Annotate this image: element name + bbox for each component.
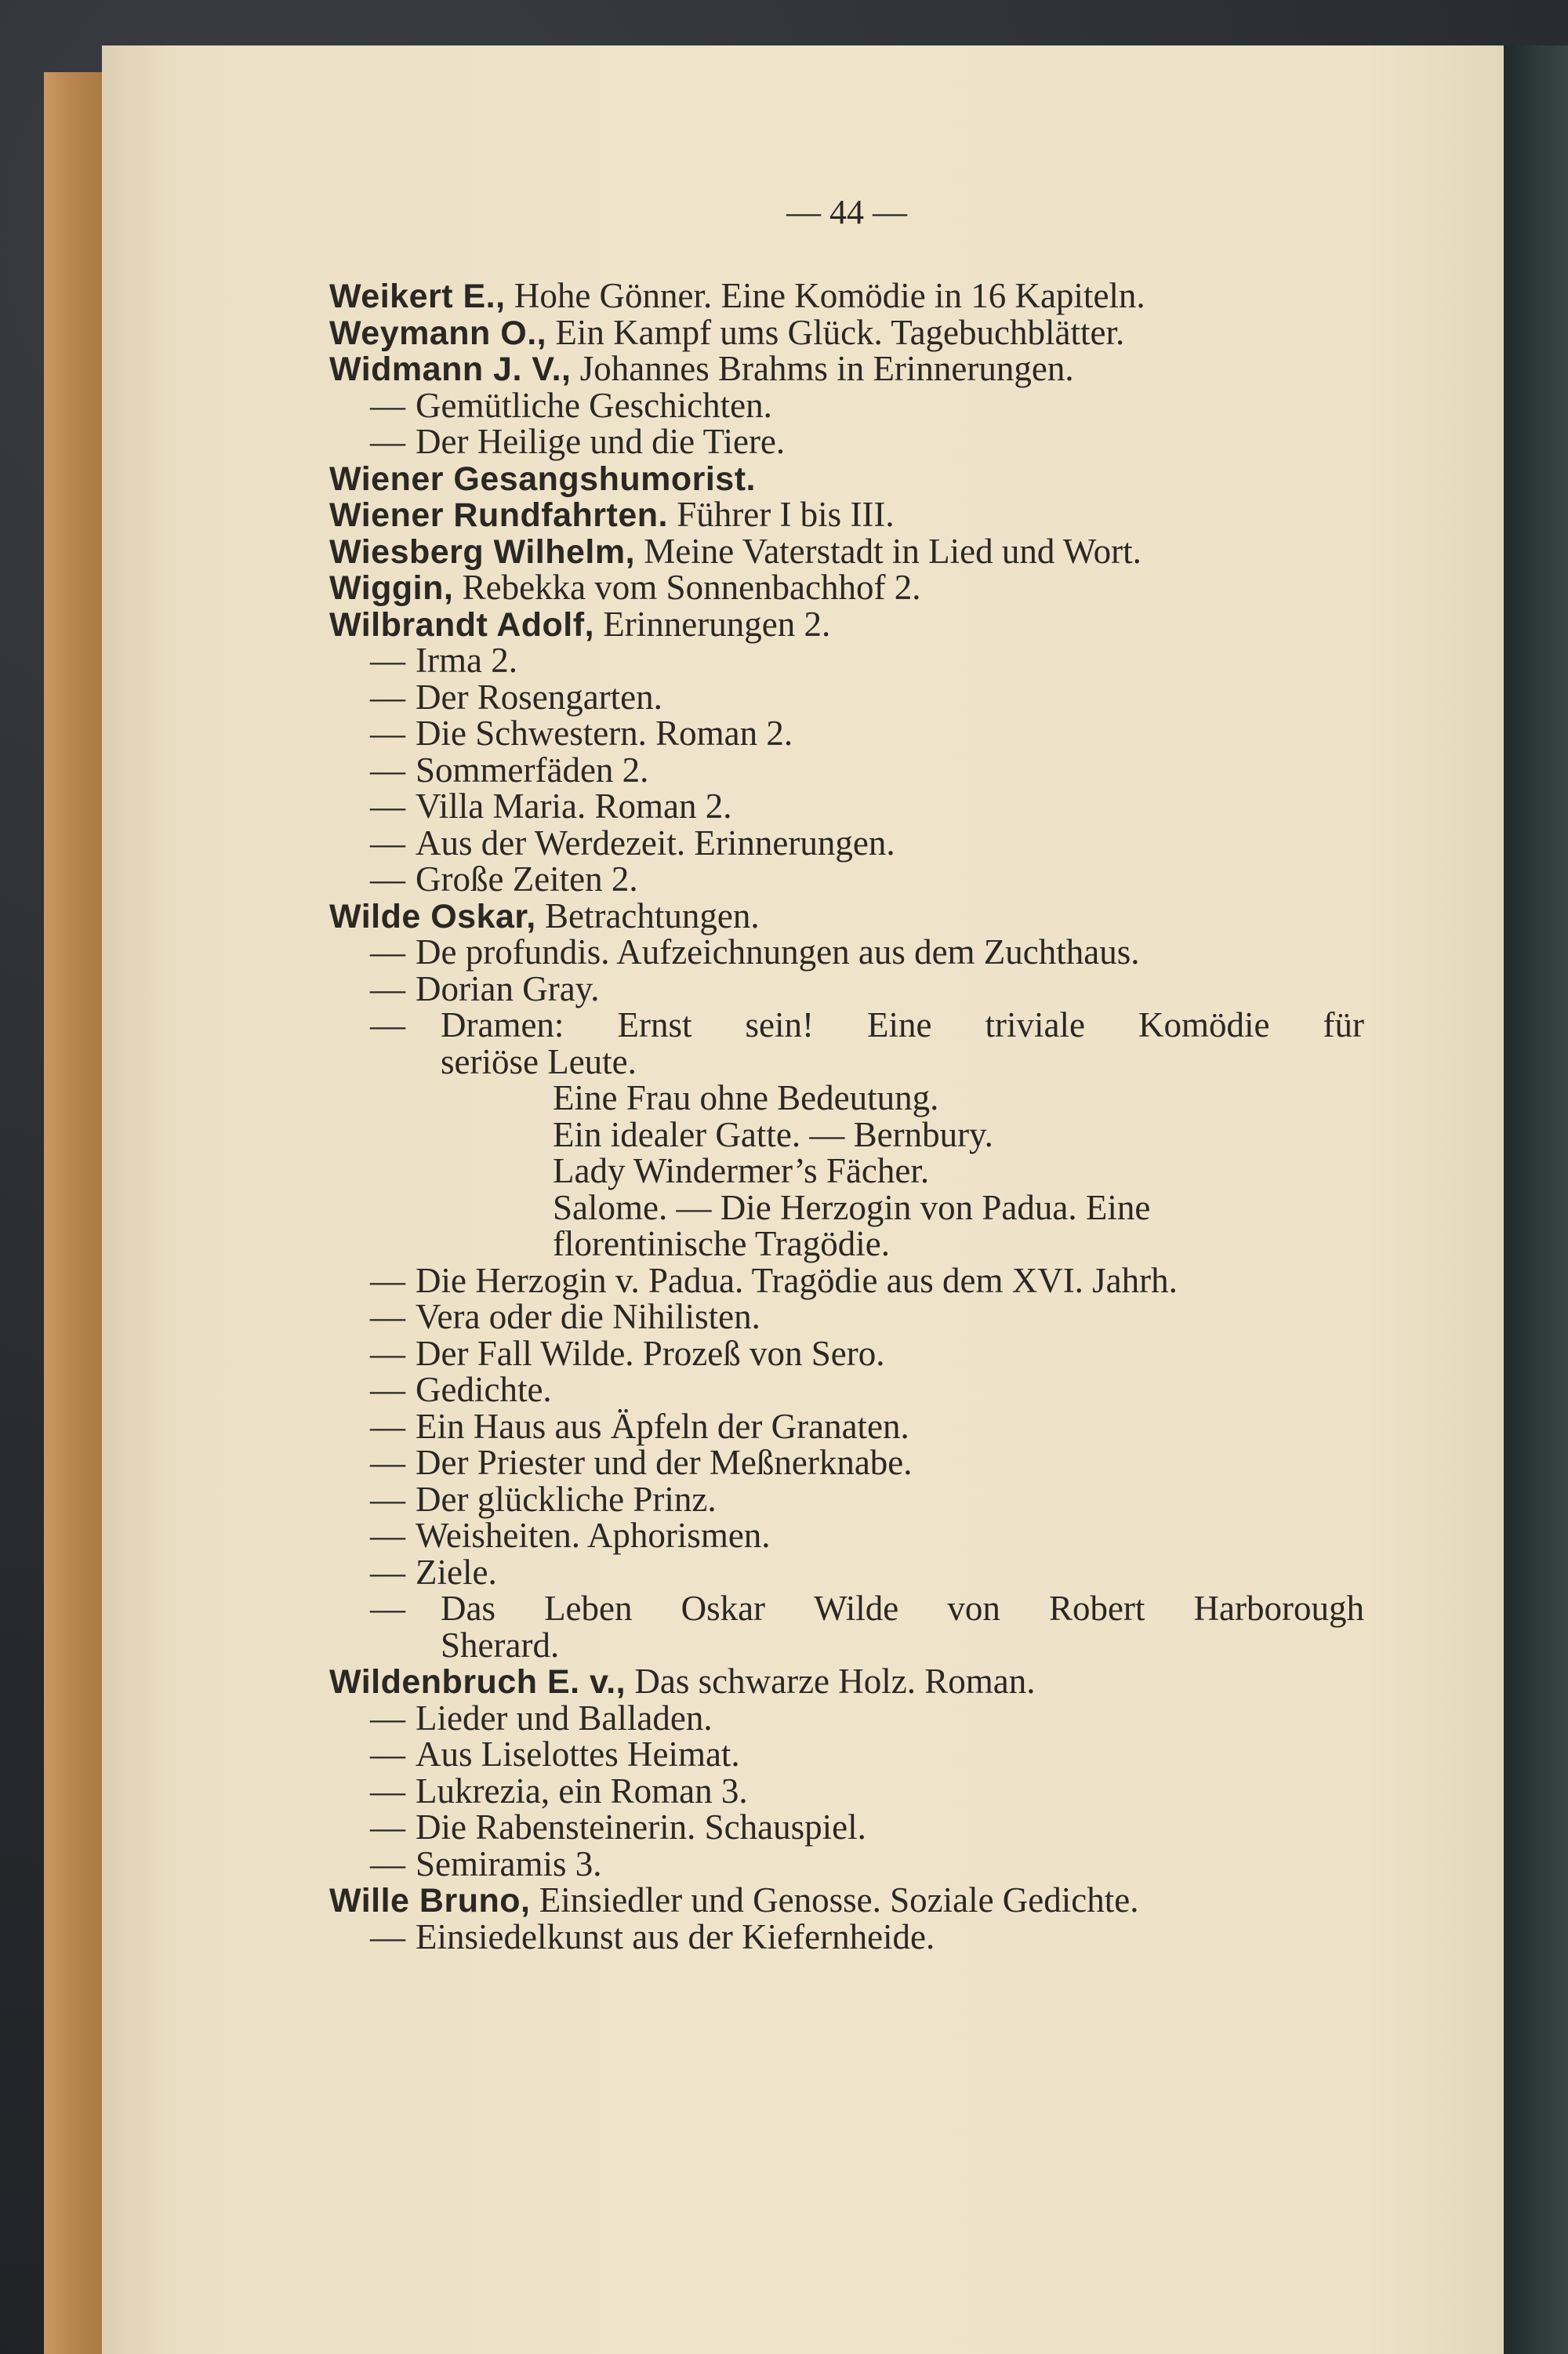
repeat-dash: — (370, 1005, 405, 1044)
title-word: Oskar (681, 1589, 766, 1628)
sub-entry (329, 1408, 1364, 1445)
sub-entry (329, 934, 1364, 971)
author-name: Wille Bruno, (329, 1882, 531, 1920)
entry-title: Große Zeiten 2. (416, 859, 638, 899)
author-entry (329, 895, 1364, 935)
entry-title: Aus der Werdezeit. Erinnerungen. (416, 823, 895, 863)
repeat-dash: — (370, 932, 405, 972)
entry-title: Vera oder die Nihilisten. (416, 1297, 760, 1336)
repeat-dash: — (370, 1516, 405, 1555)
author-entry (329, 569, 1364, 606)
title-word: Komödie (1138, 1005, 1270, 1044)
repeat-dash: — (370, 1771, 405, 1811)
sub-entry (329, 1700, 1364, 1737)
entry-title: Johannes Brahms in Erinnerungen. (571, 349, 1074, 388)
entry-title: Der Priester und der Meßnerknabe. (416, 1443, 913, 1482)
sub-entry (329, 1262, 1364, 1299)
repeat-dash: — (370, 1406, 405, 1446)
repeat-dash: — (370, 859, 405, 899)
entry-title: Ein Kampf ums Glück. Tagebuchblätter. (546, 312, 1125, 352)
entry-title: Ziele. (416, 1552, 497, 1592)
author-name: Wiener Rundfahrten. (329, 496, 668, 534)
author-entry (329, 278, 1364, 314)
sub-entry (329, 1481, 1364, 1518)
catalog-entries (329, 278, 1364, 1955)
entry-title: Gemütliche Geschichten. (416, 385, 772, 425)
author-entry (329, 1882, 1364, 1919)
title-word: Wilde (814, 1589, 899, 1628)
sub-entry (329, 1007, 1364, 1044)
entry-title: Die Schwestern. Roman 2. (416, 714, 793, 753)
repeat-dash: — (370, 823, 405, 863)
repeat-dash: — (370, 1589, 405, 1628)
entry-title: Der Fall Wilde. Prozeß von Sero. (416, 1333, 885, 1373)
repeat-dash: — (370, 1552, 405, 1592)
repeat-dash: — (370, 714, 405, 753)
entry-title: Lieder und Balladen. (416, 1698, 713, 1738)
repeat-dash: — (370, 1260, 405, 1300)
sub-entry (329, 423, 1364, 460)
author-entry (329, 533, 1364, 570)
author-entry (329, 1663, 1364, 1700)
sub-entry (329, 1846, 1364, 1883)
repeat-dash: — (370, 1297, 405, 1336)
entry-title (441, 1007, 1364, 1044)
entry-title: Führer I bis III. (667, 495, 895, 534)
play-title: Salome. — Die Herzogin von Padua. Eine (553, 1187, 1151, 1227)
continuation-line: Sherard. (441, 1625, 560, 1665)
entry-title: Der Heilige und die Tiere. (416, 422, 786, 461)
sub-entry (329, 1736, 1364, 1773)
sub-entry (329, 1773, 1364, 1810)
sub-entry (329, 387, 1364, 424)
author-name: Weikert E., (329, 278, 506, 315)
title-word: Leben (544, 1589, 633, 1628)
sub-entry (329, 861, 1364, 898)
repeat-dash: — (370, 1479, 405, 1519)
entry-title: Erinnerungen 2. (594, 604, 831, 644)
title-word: von (947, 1589, 1000, 1628)
repeat-dash: — (370, 1735, 405, 1774)
sub-entry (329, 752, 1364, 789)
entry-title: Einsiedler und Genosse. Soziale Gedichte. (530, 1880, 1139, 1920)
entry-title: Gedichte. (416, 1370, 552, 1409)
title-word: Das (441, 1589, 495, 1628)
play-title: florentinische Tragödie. (553, 1224, 890, 1263)
repeat-dash: — (370, 1370, 405, 1409)
entry-title: Rebekka vom Sonnenbachhof 2. (453, 568, 921, 607)
sub-entry (329, 1335, 1364, 1372)
author-name: Wiggin, (329, 569, 454, 607)
title-word: triviale (985, 1005, 1085, 1044)
author-entry (329, 351, 1364, 387)
title-word: Ernst (617, 1005, 692, 1044)
author-name: Wilde Oskar, (329, 897, 536, 935)
page-right-edge (1504, 45, 1568, 2354)
repeat-dash: — (370, 1844, 405, 1884)
entry-title: Der Rosengarten. (416, 677, 662, 717)
entry-title: Meine Vaterstadt in Lied und Wort. (635, 531, 1142, 571)
author-name: Wilbrandt Adolf, (329, 605, 595, 644)
entry-title: Hohe Gönner. Eine Komödie in 16 Kapiteln. (505, 276, 1145, 315)
entry-title: Ein Haus aus Äpfeln der Granaten. (416, 1406, 909, 1446)
title-word: Robert (1048, 1589, 1145, 1628)
entry-title: Einsiedelkunst aus der Kiefernheide. (416, 1916, 935, 1956)
sub-entry (329, 1590, 1364, 1627)
sub-entry (329, 1809, 1364, 1846)
sub-entry (329, 715, 1364, 752)
author-entry (329, 496, 1364, 533)
entry-title: De profundis. Aufzeichnungen aus dem Zuchthaus. (416, 932, 1140, 972)
entry-title: Villa Maria. Roman 2. (416, 786, 732, 826)
repeat-dash: — (370, 786, 405, 826)
repeat-dash: — (370, 385, 405, 425)
repeat-dash: — (370, 1698, 405, 1738)
repeat-dash: — (370, 968, 405, 1008)
author-name: Wiener Gesangshumorist. (329, 460, 756, 498)
entry-title: Der glückliche Prinz. (416, 1479, 717, 1519)
title-word: Harborough (1193, 1589, 1364, 1628)
entry-title: Betrachtungen. (535, 895, 760, 935)
entry-title: Semiramis 3. (416, 1844, 602, 1884)
sub-entry (329, 1444, 1364, 1481)
repeat-dash: — (370, 1333, 405, 1373)
continuation-line: seriöse Leute. (441, 1041, 637, 1081)
play-title: Lady Windermer’s Fächer. (553, 1151, 930, 1190)
book-spine-edge (44, 72, 107, 2354)
author-name: Wiesberg Wilhelm, (329, 532, 636, 571)
entry-title: Dorian Gray. (416, 968, 600, 1008)
entry-title: Irma 2. (416, 641, 517, 680)
entry-title: Weisheiten. Aphorismen. (416, 1516, 771, 1555)
entry-title: Lukrezia, ein Roman 3. (416, 1771, 748, 1811)
repeat-dash: — (370, 1916, 405, 1956)
entry-title: Die Herzogin v. Padua. Tragödie aus dem XVI. Jahrh. (416, 1260, 1178, 1300)
repeat-dash: — (370, 677, 405, 717)
sub-entry (329, 788, 1364, 825)
repeat-dash: — (370, 641, 405, 680)
page-number: — 44 — (786, 193, 907, 231)
author-name: Widmann J. V., (329, 351, 572, 388)
author-entry (329, 460, 1364, 497)
sub-entry (329, 1916, 1364, 1956)
author-entry (329, 606, 1364, 643)
sub-entry (329, 1371, 1364, 1408)
repeat-dash: — (370, 750, 405, 790)
title-word: Dramen: (441, 1005, 564, 1044)
play-title: Ein idealer Gatte. — Bernbury. (553, 1114, 993, 1154)
sub-entry (329, 642, 1364, 679)
sub-entry (329, 1517, 1364, 1554)
title-word: für (1323, 1005, 1364, 1044)
title-word: Eine (867, 1005, 932, 1044)
play-title: Eine Frau ohne Bedeutung. (553, 1078, 939, 1117)
repeat-dash: — (370, 1443, 405, 1482)
sub-entry (329, 1299, 1364, 1335)
author-name: Weymann O., (329, 314, 547, 352)
sub-entry (329, 825, 1364, 862)
repeat-dash: — (370, 422, 405, 461)
sub-entry (329, 679, 1364, 716)
title-word: sein! (745, 1005, 814, 1044)
entry-title (441, 1590, 1364, 1627)
entry-title: Die Rabensteinerin. Schauspiel. (416, 1807, 866, 1847)
entry-title: Das schwarze Holz. Roman. (626, 1662, 1036, 1701)
repeat-dash: — (370, 1807, 405, 1847)
author-name: Wildenbruch E. v., (329, 1663, 626, 1701)
entry-title: Aus Liselottes Heimat. (416, 1735, 740, 1774)
sub-entry (329, 1554, 1364, 1591)
entry-title: Sommerfäden 2. (416, 750, 649, 790)
sub-entry (329, 968, 1364, 1008)
author-entry (329, 314, 1364, 351)
